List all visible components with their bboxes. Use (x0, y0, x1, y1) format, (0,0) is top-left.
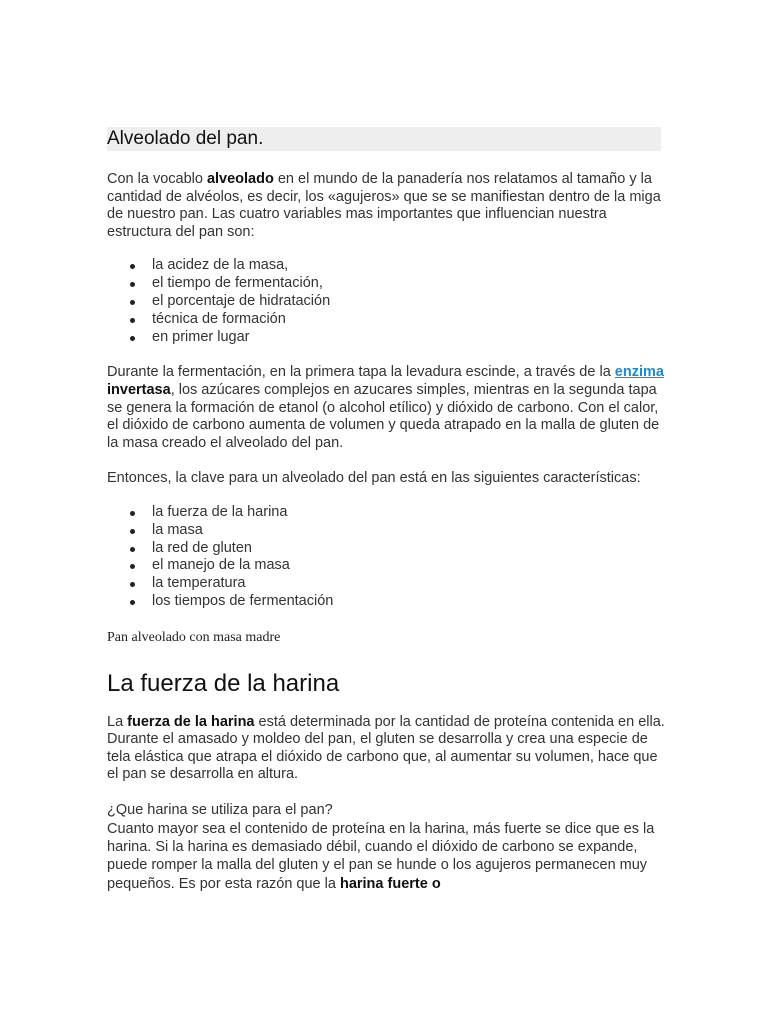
answer-bold-term: harina fuerte o (339, 875, 441, 892)
fermentation-text-end: , los azúcares complejos en azucares simples, mientras en la segunda tapa se genera la formación de etanol (o alcohol etílico) y dióxido de carbono. Con el calor, el dióxido de carbono aumenta de volumen y queda atrapado en la malla de gluten de la masa creado el alveolado del pan. (107, 381, 660, 451)
characteristics-list (107, 504, 667, 611)
answer-text: Cuanto mayor sea el contenido de proteína en la harina, más fuerte se dice que es la harina. Si la harina es demasiado débil, cuando el dióxido de carbono se expande, puede romper la malla del gluten y el pan se hunde o los agujeros permanecen muy pequeños. Es por esta razón que la (107, 820, 655, 892)
fermentation-paragraph (107, 364, 667, 452)
intro-text-end: en el mundo de la panadería nos relatamos al tamaño y la cantidad de alvéolos, es decir, los «agujeros» que se se manifiestan dentro de la miga de nuestro pan. Las cuatro variables mas importantes que influencian nuestra estructura del pan son: (107, 171, 661, 240)
variables-list (107, 257, 667, 346)
fuerza-text-end: está determinada por la cantidad de proteína contenida en ella. Durante el amasado y moldeo del pan, el gluten se desarrolla y crea una especie de tela elástica que atrapa el dióxido de carbono que, al aumentar su volumen, hace que el pan se desarrolla en altura. (107, 713, 665, 783)
invertasa-bold: invertasa (107, 381, 171, 398)
fermentation-text-start: Durante la fermentación, en la primera tapa la levadura escinde, a través de la (107, 364, 615, 381)
list-item: el manejo de la masa (107, 557, 667, 575)
question-line: ¿Que harina se utiliza para el pan? (107, 802, 333, 819)
list-item: el tiempo de fermentación, (107, 275, 667, 293)
intro-bold-term: alveolado (206, 171, 274, 187)
list-item: técnica de formación (107, 311, 667, 329)
section-heading: La fuerza de la harina (107, 669, 340, 697)
fuerza-bold-term: fuerza de la harina (127, 713, 255, 730)
answer-paragraph (107, 820, 667, 893)
key-intro-paragraph: Entonces, la clave para un alveolado del pan está en las siguientes características: (107, 470, 641, 487)
article-body (107, 127, 667, 893)
image-caption: Pan alveolado con masa madre (107, 629, 281, 645)
list-item: la masa (107, 522, 667, 540)
fuerza-text-start: La (107, 713, 128, 730)
list-item: los tiempos de fermentación (107, 593, 667, 611)
list-item: el porcentaje de hidratación (107, 293, 667, 311)
list-item: la fuerza de la harina (107, 504, 667, 522)
list-item: la temperatura (107, 575, 667, 593)
list-item: la red de gluten (107, 540, 667, 558)
page-title: Alveolado del pan. (107, 127, 661, 151)
intro-text-start: Con la vocablo (107, 171, 207, 187)
enzima-link[interactable]: enzima (614, 364, 664, 381)
intro-paragraph (107, 171, 667, 241)
list-item: en primer lugar (107, 329, 667, 347)
list-item: la acidez de la masa, (107, 257, 667, 275)
fuerza-paragraph (107, 714, 667, 784)
